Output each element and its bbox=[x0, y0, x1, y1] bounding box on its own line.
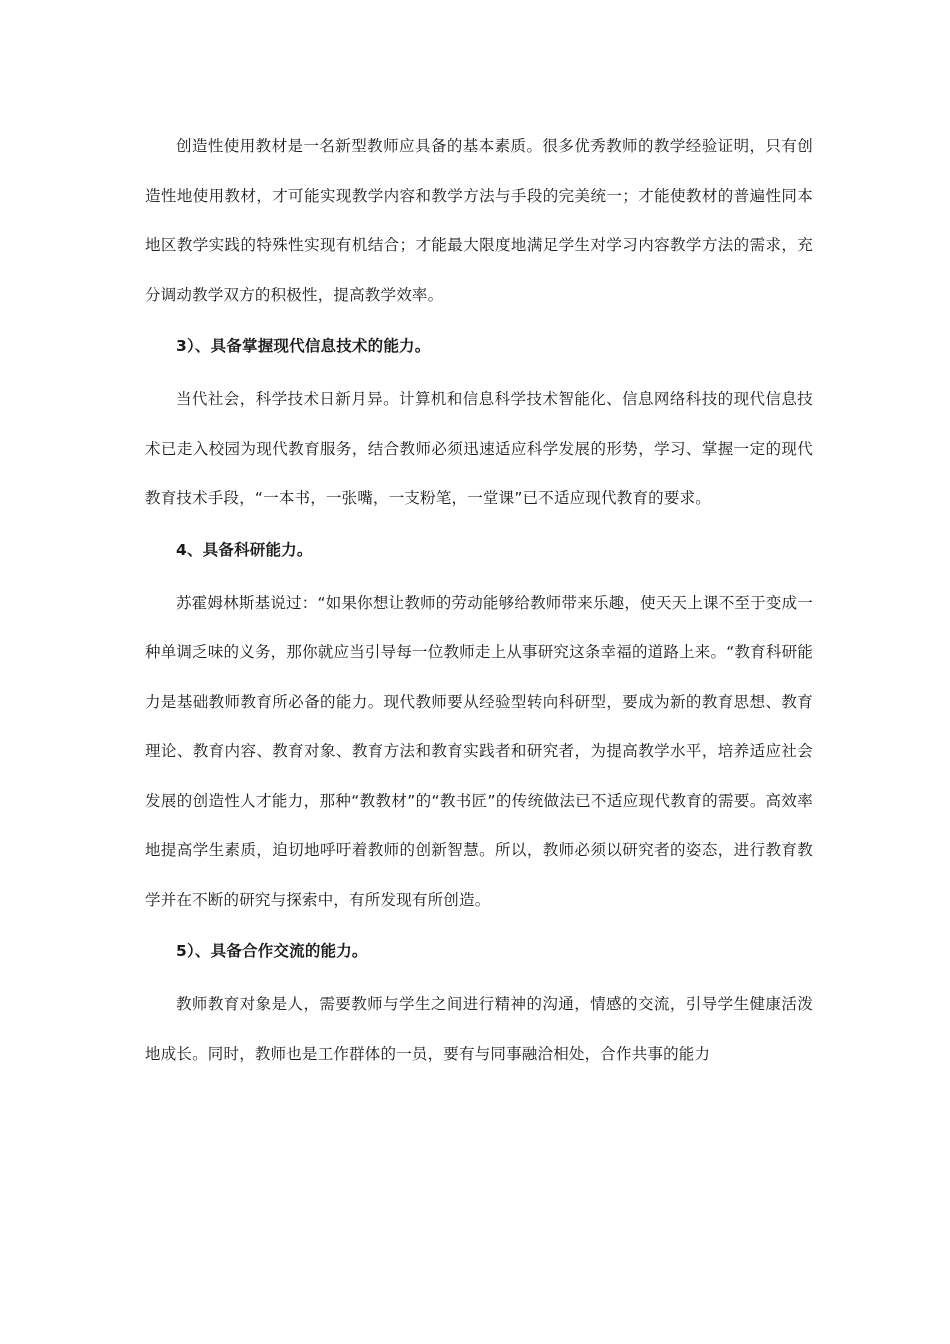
heading-cooperation: 5）、具备合作交流的能力。 bbox=[176, 942, 368, 960]
paragraph-research: 苏霍姆林斯基说过：“如果你想让教师的劳动能够给教师带来乐趣，使天天上课不至于变成一种单调乏味的义务，那你就应当引导每一位教师走上从事研究这条幸福的道路上来。“教育科研能力是基础教师教育所必备的能力。现代教师要从经验型转向科研型，要成为新的教育思想、教育理论、教育内容、教育对象、教育方法和教育实践者和研究者，为提高教学水平，培养适应社会发展的创造性人才能力，那种“教教材”的“教书匠”的传统做法已不适应现代教育的需要。高效率地提高学生素质，迫切地呼吁着教师的创新智慧。所以，教师必须以研究者的姿态，进行教育教学并在不断的研究与探索中，有所发现有所创造。 bbox=[145, 593, 813, 909]
document-body bbox=[145, 122, 813, 1079]
paragraph-creative-teaching-materials: 创造性使用教材是一名新型教师应具备的基本素质。很多优秀教师的教学经验证明，只有创造性地使用教材，才可能实现教学内容和教学方法与手段的完美统一；才能使教材的普遍性同本地区教学实践的特殊性实现有机结合；才能最大限度地满足学生对学习内容教学方法的需求，充分调动教学双方的积极性，提高教学效率。 bbox=[145, 137, 813, 304]
heading-information-technology: 3）、具备掌握现代信息技术的能力。 bbox=[176, 337, 431, 355]
heading-research-ability: 4、具备科研能力。 bbox=[176, 540, 313, 559]
paragraph-cooperation: 教师教育对象是人，需要教师与学生之间进行精神的沟通，情感的交流，引导学生健康活泼地成长。同时，教师也是工作群体的一员，要有与同事融洽相处，合作共事的能力 bbox=[145, 995, 813, 1063]
paragraph-modern-technology: 当代社会，科学技术日新月异。计算机和信息科学技术智能化、信息网络科技的现代信息技术已走入校园为现代教育服务，结合教师必须迅速适应科学发展的形势，学习、掌握一定的现代教育技术手段，“一本书，一张嘴，一支粉笔，一堂课”已不适应现代教育的要求。 bbox=[145, 390, 813, 507]
